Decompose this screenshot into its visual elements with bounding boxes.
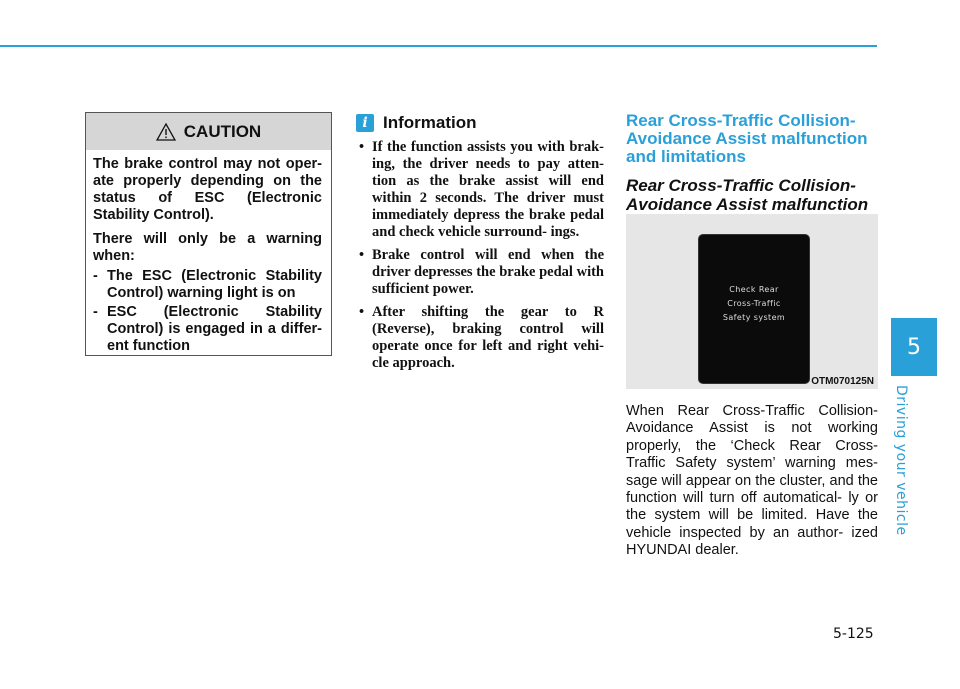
caution-list-item — [93, 304, 322, 355]
list-text: ESC (Electronic Stability Control) is engaged in a differ- ent function — [107, 304, 322, 354]
cluster-figure — [626, 214, 878, 389]
figure-id: OTM070125N — [811, 376, 874, 387]
warning-triangle-icon — [156, 123, 176, 141]
chapter-title-container — [893, 385, 933, 536]
information-bullet — [356, 247, 606, 298]
chapter-number: 5 — [907, 334, 921, 360]
cluster-message-line: Safety system — [722, 313, 786, 322]
information-list — [356, 139, 606, 372]
list-text: The ESC (Electronic Stability Control) warning light is on — [107, 268, 322, 301]
bullet-text: If the function assists you with brak- ing, the driver needs to pay atten- tion as the brake assist will end within 2 seconds. The driver must immediately depress the brake pedal and check vehicle surround- ings. — [372, 139, 604, 240]
cluster-display — [698, 234, 810, 384]
bullet-text: Brake control will end when the driver depresses the brake pedal with sufficient power. — [372, 247, 604, 297]
section-body: When Rear Cross-Traffic Collision- Avoidance Assist is not working properly, the ‘Check Rear Cross- Traffic Safety system’ warning mes- sage will appear on the cluster, and the function will turn off automatical- ly or the system will be limited. Have the vehicle inspected by an author- ized HYUNDAI dealer. — [626, 403, 878, 559]
page-number: 5-125 — [833, 626, 874, 642]
bullet-dot: • — [359, 304, 365, 320]
information-section — [356, 113, 606, 378]
list-dash: - — [93, 304, 98, 320]
cluster-message — [699, 283, 809, 325]
information-title: Information — [383, 113, 477, 132]
section-subheading: Rear Cross-Traffic Collision- Avoidance Assist malfunction — [626, 176, 869, 214]
section-heading: Rear Cross-Traffic Collision- Avoidance Assist malfunction and limitations — [626, 111, 868, 166]
list-dash: - — [93, 268, 98, 284]
caution-header — [86, 113, 331, 150]
information-bullet — [356, 139, 606, 241]
chapter-title: Driving your vehicle — [893, 385, 909, 536]
bullet-dot: • — [359, 139, 365, 155]
caution-body — [86, 150, 331, 355]
caution-paragraph: The brake control may not oper- ate properly depending on the status of ESC (Electronic Stability Control). — [93, 156, 322, 223]
chapter-tab — [891, 318, 937, 376]
caution-paragraph: There will only be a warning when: — [93, 231, 322, 264]
info-icon: i — [356, 114, 374, 132]
rcca-section — [626, 112, 878, 223]
caution-list-item — [93, 268, 322, 302]
caution-title: CAUTION — [183, 121, 262, 141]
cluster-message-line: Cross-Traffic — [727, 299, 781, 308]
bullet-text: After shifting the gear to R (Reverse), braking control will operate once for left and right vehi- cle approach. — [372, 304, 604, 371]
bullet-dot: • — [359, 247, 365, 263]
header-rule — [0, 45, 877, 47]
information-bullet — [356, 304, 606, 372]
caution-box — [85, 112, 332, 356]
information-header — [356, 113, 606, 133]
cluster-message-line: Check Rear — [729, 285, 779, 294]
